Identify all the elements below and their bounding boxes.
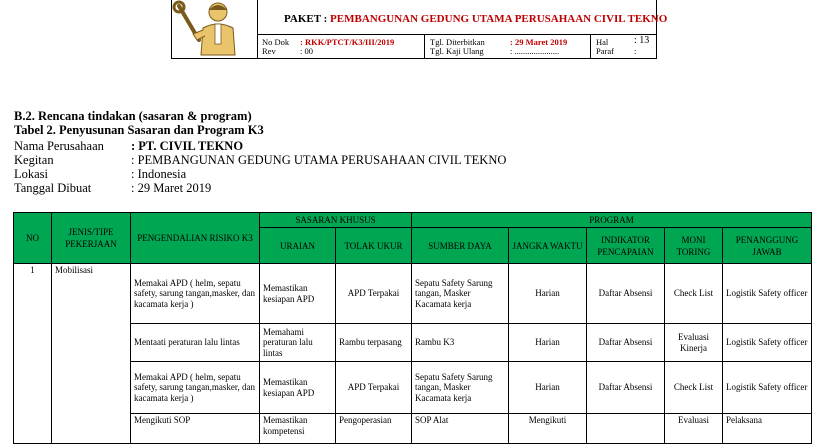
table-row: [14, 264, 812, 324]
cell-tolak-ukur: Rambu terpasang: [336, 324, 412, 362]
info-label: Lokasi: [14, 167, 49, 181]
header-divider: [590, 34, 591, 58]
header-no: NO: [14, 213, 52, 264]
cell-monitoring: Check List: [665, 264, 723, 324]
cell-sumber-daya: Sepatu Safety Sarung tangan, Masker Kacamata kerja: [412, 362, 509, 414]
info-row: [14, 167, 187, 182]
company-logo: [171, 0, 258, 58]
cell-jenis: Mobilisasi: [52, 264, 131, 444]
paket-title: [258, 0, 668, 35]
table-title: Tabel 2. Penyusunan Sasaran dan Program K3: [14, 123, 264, 137]
tgl-kaji-label: Tgl. Kaji Ulang: [430, 46, 484, 56]
section-title: B.2. Rencana tindakan (sasaran & program): [14, 109, 252, 123]
cell-sumber-daya: Sepatu Safety Sarung tangan, Masker Kacamata kerja: [412, 264, 509, 324]
cell-pengendalian: Memakai APD ( helm, sepatu safety, sarung tangan,masker, dan kacamata kerja ): [131, 264, 260, 324]
cell-tolak-ukur: APD Terpakai: [336, 362, 412, 414]
header-pengendalian: PENGENDALIAN RISIKO K3: [131, 213, 260, 264]
header-uraian: URAIAN: [260, 228, 336, 264]
header-divider: [424, 34, 425, 58]
tgl-terbit-label: Tgl. Diterbitkan: [430, 37, 485, 47]
info-row: [14, 153, 507, 168]
program-table: [13, 212, 812, 444]
paket-label: PAKET :: [284, 13, 328, 25]
header-monitoring: MONI TORING: [665, 228, 723, 264]
info-value: : PEMBANGUNAN GEDUNG UTAMA PERUSAHAAN CIVIL TEKNO: [131, 153, 507, 167]
cell-sumber-daya: Rambu K3: [412, 324, 509, 362]
cell-indikator: Daftar Absensi: [587, 324, 665, 362]
no-dok-label: No Dok: [262, 37, 290, 47]
info-label: Kegitan: [14, 153, 54, 167]
rev-value: : 00: [300, 46, 313, 56]
info-value: : Indonesia: [131, 167, 187, 181]
cell-jangka-waktu: Harian: [509, 324, 587, 362]
header-jenis: JENIS/TIPE PEKERJAAN: [52, 213, 131, 264]
cell-penanggung: Logistik Safety officer: [723, 324, 812, 362]
header-tolak-ukur: TOLAK UKUR: [336, 228, 412, 264]
table-row: [14, 324, 812, 362]
cell-no: 1: [14, 264, 52, 444]
info-value: : PT. CIVIL TEKNO: [131, 139, 244, 153]
header-sasaran: SASARAN KHUSUS: [260, 213, 412, 228]
cell-tolak-ukur: APD Terpakai: [336, 264, 412, 324]
cell-pengendalian: Memakai APD ( helm, sepatu safety, sarung tangan,masker, dan kacamata kerja ): [131, 362, 260, 414]
header-program: PROGRAM: [412, 213, 812, 228]
cell-penanggung: Pelaksana: [723, 414, 812, 444]
cell-indikator: Daftar Absensi: [587, 362, 665, 414]
cell-pengendalian: Mentaati peraturan lalu lintas: [131, 324, 260, 362]
tgl-kaji-value: : .....................: [510, 46, 560, 56]
cell-jangka-waktu: Harian: [509, 264, 587, 324]
rev-label: Rev: [262, 46, 276, 56]
cell-uraian: Memahami peraturan lalu lintas: [260, 324, 336, 362]
tgl-terbit-value: : 29 Maret 2019: [510, 37, 568, 47]
hal-value: : 13: [634, 35, 650, 46]
cell-monitoring: Check List: [665, 362, 723, 414]
cell-monitoring: Evaluasi Kinerja: [665, 324, 723, 362]
cell-penanggung: Logistik Safety officer: [723, 264, 812, 324]
paket-value: PEMBANGUNAN GEDUNG UTAMA PERUSAHAAN CIVIL TEKNO: [330, 13, 668, 25]
header-sumber-daya: SUMBER DAYA: [412, 228, 509, 264]
no-dok-value: : RKK/PTCT/K3/III/2019: [300, 37, 395, 47]
header-indikator: INDIKATOR PENCAPAIAN: [587, 228, 665, 264]
cell-uraian: Memastikan kesiapan APD: [260, 362, 336, 414]
table-row: [14, 362, 812, 414]
cell-uraian: Memastikan kesiapan APD: [260, 264, 336, 324]
cell-sumber-daya: SOP Alat: [412, 414, 509, 444]
cell-indikator: [587, 414, 665, 444]
info-label: Nama Perusahaan: [14, 139, 104, 153]
cell-jangka-waktu: Harian: [509, 362, 587, 414]
cell-monitoring: Evaluasi: [665, 414, 723, 444]
cell-penanggung: Logistik Safety officer: [723, 362, 812, 414]
cell-indikator: Daftar Absensi: [587, 264, 665, 324]
paraf-label: Paraf: [596, 46, 614, 56]
cell-tolak-ukur: Pengoperasian: [336, 414, 412, 444]
cell-pengendalian: Mengikuti SOP: [131, 414, 260, 444]
header-penanggung: PENANGGUNG JAWAB: [723, 228, 812, 264]
header-jangka-waktu: JANGKA WAKTU: [509, 228, 587, 264]
cell-uraian: Memastikan kompetensi: [260, 414, 336, 444]
info-value: : 29 Maret 2019: [131, 181, 212, 195]
worker-logo-icon: [171, 0, 257, 58]
table-row: [14, 414, 812, 444]
paraf-value: :: [634, 46, 637, 56]
info-label: Tanggal Dibuat: [14, 181, 92, 195]
hal-label: Hal: [596, 37, 609, 47]
cell-jangka-waktu: Mengikuti: [509, 414, 587, 444]
info-row: [14, 181, 212, 196]
info-row: [14, 139, 244, 154]
